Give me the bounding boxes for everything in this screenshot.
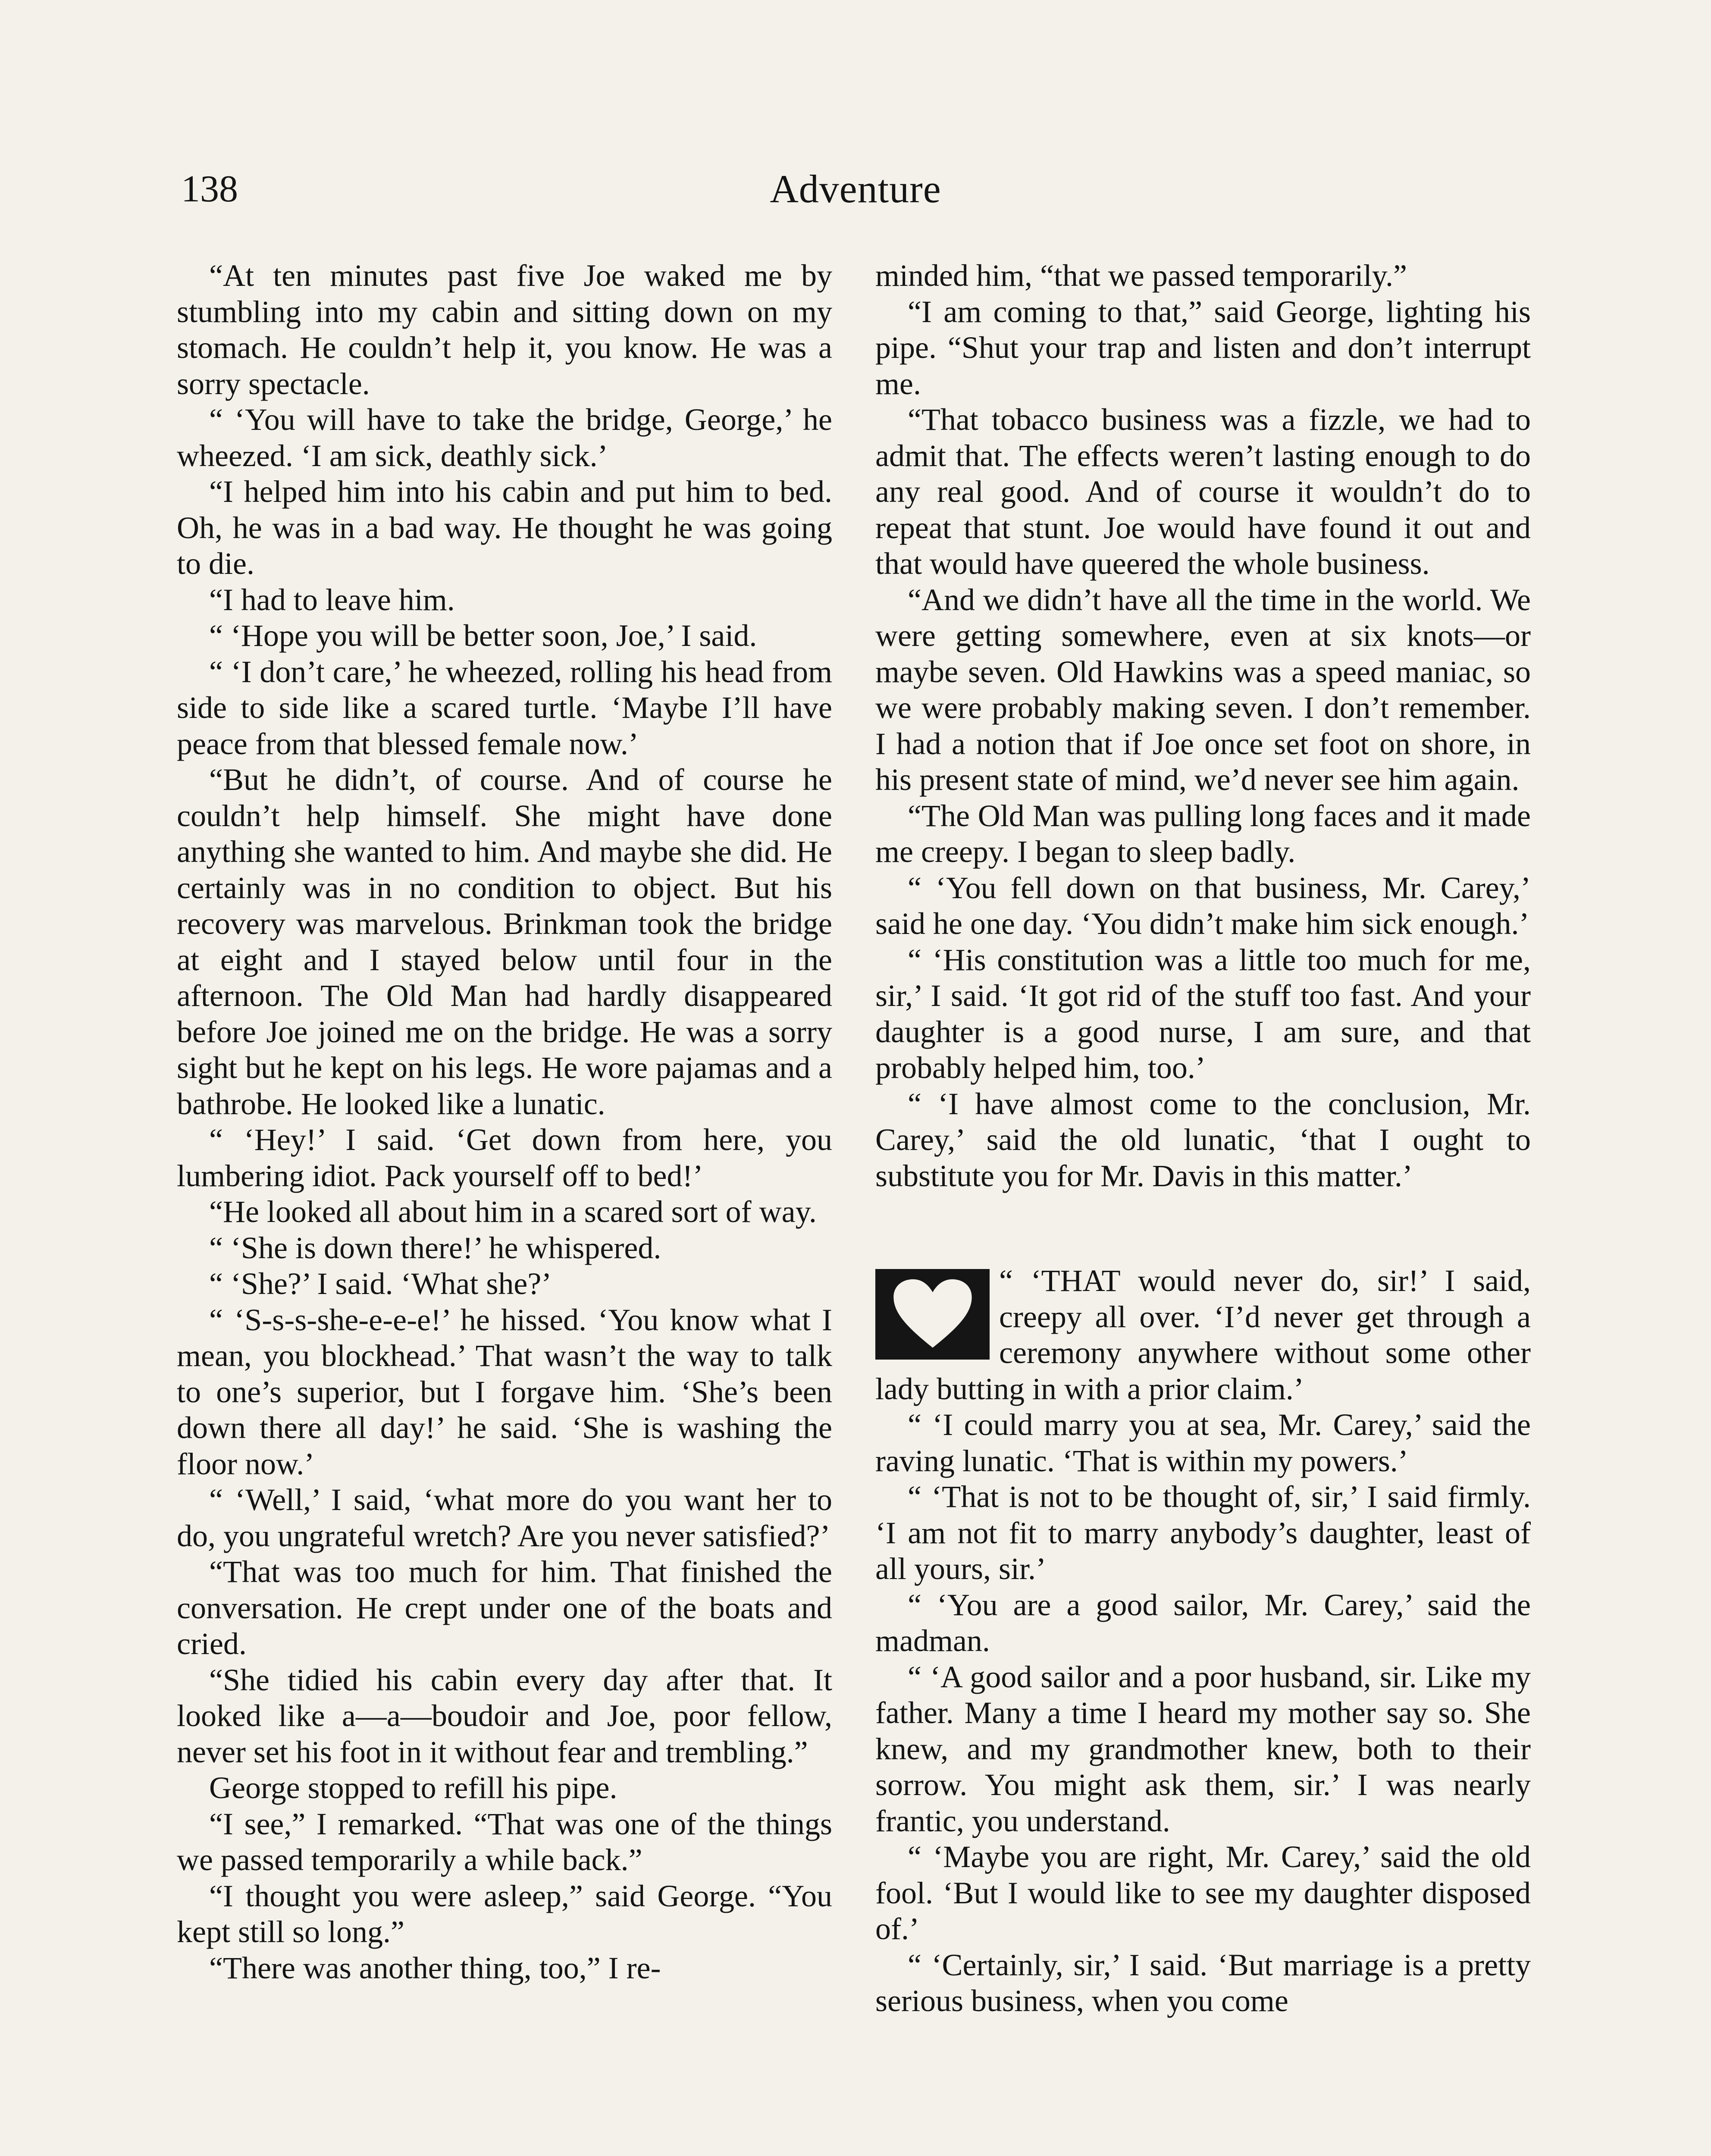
- paragraph: “At ten minutes past five Joe waked me by stumbling into my cabin and sitting down on my stomach. He couldn’t help it, you know. He was a sorry spectacle.: [177, 258, 832, 401]
- paragraph: “ ‘You fell down on that business, Mr. Carey,’ said he one day. ‘You didn’t make him sick enough.’: [875, 870, 1531, 941]
- running-title: Adventure: [770, 167, 941, 211]
- paragraph: “I helped him into his cabin and put him to bed. Oh, he was in a bad way. He thought he was going to die.: [177, 474, 832, 581]
- heart-ornament-icon: [875, 1269, 990, 1360]
- paragraph: “ ‘She is down there!’ he whispered.: [209, 1230, 661, 1265]
- left-column: [177, 258, 832, 1986]
- paragraph: George stopped to refill his pipe.: [209, 1771, 617, 1805]
- paragraph: “ ‘Certainly, sir,’ I said. ‘But marriage is a pretty serious business, when you come: [875, 1947, 1531, 2018]
- paragraph: “ ‘She?’ I said. ‘What she?’: [209, 1266, 552, 1301]
- paragraph: “ ‘I don’t care,’ he wheezed, rolling his head from side to side like a scared turtle. ‘Maybe I’ll have peace from that blessed female now.’: [177, 654, 832, 761]
- paragraph: “ ‘Hey!’ I said. ‘Get down from here, you lumbering idiot. Pack yourself off to bed!’: [177, 1122, 832, 1193]
- paragraph: “ ‘That is not to be thought of, sir,’ I said firmly. ‘I am not fit to marry anybody’s daughter, least of all yours, sir.’: [875, 1479, 1531, 1586]
- right-column: [875, 258, 1531, 2019]
- paragraph: “The Old Man was pulling long faces and it made me creepy. I began to sleep badly.: [875, 798, 1531, 869]
- paragraph: “ ‘I could marry you at sea, Mr. Carey,’ said the raving lunatic. ‘That is within my powers.’: [875, 1407, 1531, 1478]
- paragraph: “There was another thing, too,” I re-: [209, 1950, 661, 1985]
- paragraph: “ ‘His constitution was a little too much for me, sir,’ I said. ‘It got rid of the stuff too fast. And your daughter is a good nurse, I am sure, and that probably helped him, too.’: [875, 942, 1531, 1085]
- paragraph: “ ‘You are a good sailor, Mr. Carey,’ said the madman.: [875, 1587, 1531, 1658]
- continued-paragraph: minded him, “that we passed temporarily.”: [875, 258, 1407, 293]
- paragraph: “ ‘I have almost come to the conclusion, Mr. Carey,’ said the old lunatic, ‘that I ought to substitute you for Mr. Davis in this matter.’: [875, 1086, 1531, 1193]
- paragraph: “ ‘Hope you will be better soon, Joe,’ I said.: [209, 618, 757, 653]
- paragraph: “ ‘You will have to take the bridge, George,’ he wheezed. ‘I am sick, deathly sick.’: [177, 402, 832, 473]
- paragraph: “I see,” I remarked. “That was one of the things we passed temporarily a while back.”: [177, 1806, 832, 1877]
- page-number: 138: [181, 168, 238, 210]
- paragraph: “That was too much for him. That finished the conversation. He crept under one of the boats and cried.: [177, 1554, 832, 1661]
- paragraph: “That tobacco business was a fizzle, we had to admit that. The effects weren’t lasting enough to do any real good. And of course it wouldn’t do to repeat that stunt. Joe would have found it out and that would have queered the whole business.: [875, 402, 1531, 581]
- paragraph: “ ‘Maybe you are right, Mr. Carey,’ said the old fool. ‘But I would like to see my daughter disposed of.’: [875, 1839, 1531, 1946]
- paragraph: “ ‘Well,’ I said, ‘what more do you want her to do, you ungrateful wretch? Are you never satisfied?’: [177, 1482, 832, 1553]
- paragraph: “ ‘A good sailor and a poor husband, sir. Like my father. Many a time I heard my mother say so. She knew, and my grandmother knew, both to their sorrow. You might ask them, sir.’ I was nearly frantic, you understand.: [875, 1659, 1531, 1838]
- paragraph: “ ‘S-s-s-she-e-e-e!’ he hissed. ‘You know what I mean, you blockhead.’ That wasn’t the way to talk to one’s superior, but I forgave him. ‘She’s been down there all day!’ he said. ‘She is washing the floor now.’: [177, 1302, 832, 1481]
- ornament-paragraph: [875, 1263, 1531, 1407]
- paragraph: “I am coming to that,” said George, lighting his pipe. “Shut your trap and listen and don’t interrupt me.: [875, 294, 1531, 401]
- paragraph: “And we didn’t have all the time in the world. We were getting somewhere, even at six knots—or maybe seven. Old Hawkins was a speed maniac, so we were probably making seven. I don’t remember. I had a notion that if Joe once set foot on shore, in his present state of mind, we’d never see him again.: [875, 582, 1531, 797]
- paragraph: “I had to leave him.: [209, 582, 455, 617]
- paragraph: “But he didn’t, of course. And of course he couldn’t help himself. She might have done anything she wanted to him. And maybe she did. He certainly was in no condition to object. But his recovery was marvelous. Brinkman took the bridge at eight and I stayed below until four in the afternoon. The Old Man had hardly disappeared before Joe joined me on the bridge. He was a sorry sight but he kept on his legs. He wore pajamas and a bathrobe. He looked like a lunatic.: [177, 762, 832, 1121]
- paragraph: “He looked all about him in a scared sort of way.: [209, 1194, 817, 1229]
- ornament-paragraph-text: “ ‘THAT would never do, sir!’ I said, creepy all over. ‘I’d never get through a ceremony anywhere without some other lady butting in with a prior claim.’: [875, 1263, 1531, 1406]
- paragraph: “I thought you were asleep,” said George. “You kept still so long.”: [177, 1878, 832, 1949]
- paragraph: “She tidied his cabin every day after that. It looked like a—a—boudoir and Joe, poor fellow, never set his foot in it without fear and trembling.”: [177, 1662, 832, 1769]
